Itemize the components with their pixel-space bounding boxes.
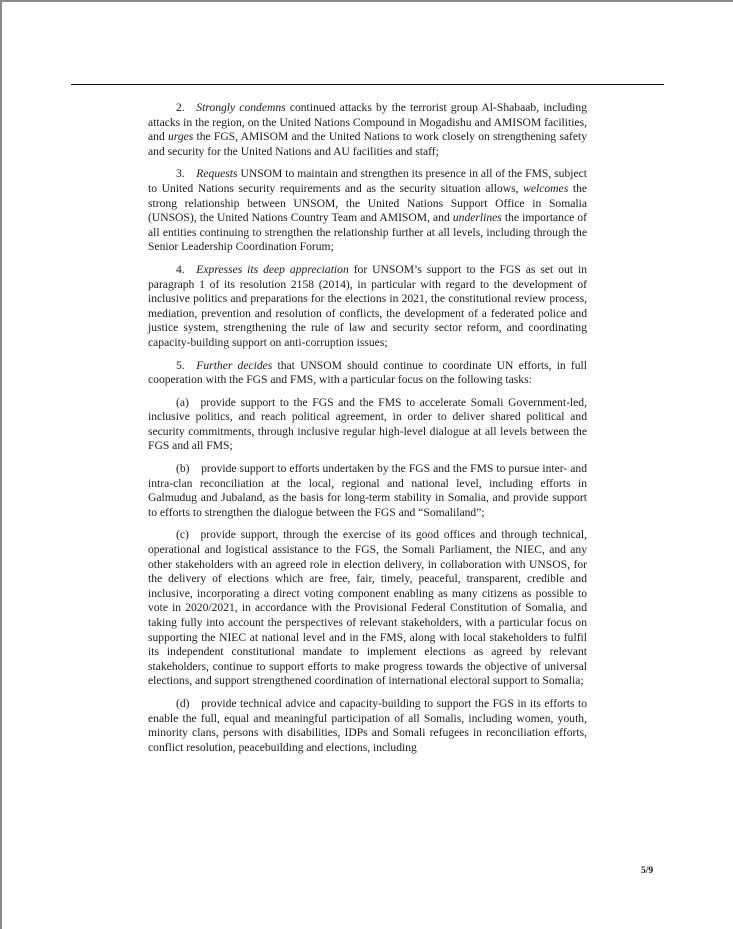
paragraph-5b: [148, 462, 587, 520]
body-text: 4.: [176, 262, 197, 276]
emphasis-text: Requests: [196, 167, 238, 181]
body-text: (b) provide support to efforts undertaken by the FGS and the FMS to pursue inter- and intra-clan reconciliation at the local, regional and national level, including efforts in Galmudug and Jubaland, as the basis for long-term stability in Somalia, and provide support to efforts to strengthen the dialogue between the FGS and “Somaliland”;: [148, 462, 587, 519]
page-number: 5/9: [641, 866, 654, 876]
paragraph-3: [148, 167, 587, 255]
body-text: for UNSOM’s support to the FGS as set out in paragraph 1 of its resolution 2158 (2014), in particular with regard to the development of inclusive politics and preparations for the elections in 2021, the constitutional review process, mediation, prevention and resolution of conflicts, the development of a federated police and justice system, strengthening the rule of law and security sector reform, and coordinating capacity-building support on anti-corruption issues;: [148, 262, 587, 349]
body-text: that UNSOM should continue to coordinate UN efforts, in full cooperation with the FGS and FMS, with a particular focus on the following tasks:: [148, 358, 587, 387]
body-text: continued attacks by the terrorist group Al-Shabaab, including attacks in the region, on the United Nations Compound in Mogadishu and AMISOM facilities, and: [148, 101, 587, 144]
header-rule: [71, 84, 664, 85]
body-text: the importance of all entities continuing to strengthen the relationship further at all levels, including through the Senior Leadership Coordination Forum;: [148, 211, 587, 254]
emphasis-text: welcomes: [523, 181, 569, 195]
emphasis-text: underlines: [452, 211, 502, 225]
body-text: (d) provide technical advice and capacity-building to support the FGS in its efforts to enable the full, equal and meaningful participation of all Somalis, including women, youth, minority clans, persons with disabilities, IDPs and Somali refugees in reconciliation efforts, conflict resolution, peacebuilding and elections, including: [148, 696, 587, 754]
paragraph-5a: [148, 396, 587, 454]
body-text: 3.: [176, 167, 197, 181]
body-text: the FGS, AMISOM and the United Nations to work closely on strengthening safety and security for the United Nations and AU facilities and staff;: [148, 130, 587, 158]
emphasis-text: Further decides: [196, 358, 273, 372]
document-body: [148, 101, 587, 763]
paragraph-5c: [148, 528, 587, 689]
paragraph-5: [148, 359, 587, 388]
body-text: 5.: [176, 358, 197, 372]
emphasis-text: urges: [167, 130, 194, 144]
body-text: 2.: [176, 101, 197, 114]
body-text: (c) provide support, through the exercise of its good offices and through technical, operational and logistical assistance to the FGS, the Somali Parliament, the NIEC, and any other stakeholders with an agreed role in election delivery, in collaboration with UNSOS, for the delivery of elections which are free, fair, timely, peaceful, transparent, credible and inclusive, incorporating a direct voting component enabling as many citizens as possible to vote in 2020/2021, in accordance with the Provisional Federal Constitution of Somalia, and taking fully into account the perspectives of relevant stakeholders, with a particular focus on supporting the NIEC at national level and in the FMS, along with local stakeholders to fulfil its independent constitutional mandate to implement elections as agreed by relevant stakeholders, continue to support efforts to make progress towards the objective of universal elections, and support strengthened coordination of international electoral support to Somalia;: [148, 528, 587, 688]
paragraph-5d: [148, 697, 587, 755]
body-text: the strong relationship between UNSOM, the United Nations Support Office in Somalia (UNSOS), the United Nations Country Team and AMISOM, and: [148, 181, 588, 225]
emphasis-text: Expresses its deep appreciation: [196, 262, 349, 276]
body-text: (a) provide support to the FGS and the FMS to accelerate Somali Government-led, inclusive politics, and reach political agreement, in order to deliver shared political and security commitments, through inclusive regular high-level dialogue at all levels between the FGS and all FMS;: [148, 395, 587, 453]
emphasis-text: Strongly condemns: [196, 101, 286, 114]
paragraph-4: [148, 263, 587, 351]
paragraph-2: [148, 101, 587, 159]
body-text: UNSOM to maintain and strengthen its presence in all of the FMS, subject to United Nations security requirements and as the security situation allows,: [148, 167, 587, 195]
